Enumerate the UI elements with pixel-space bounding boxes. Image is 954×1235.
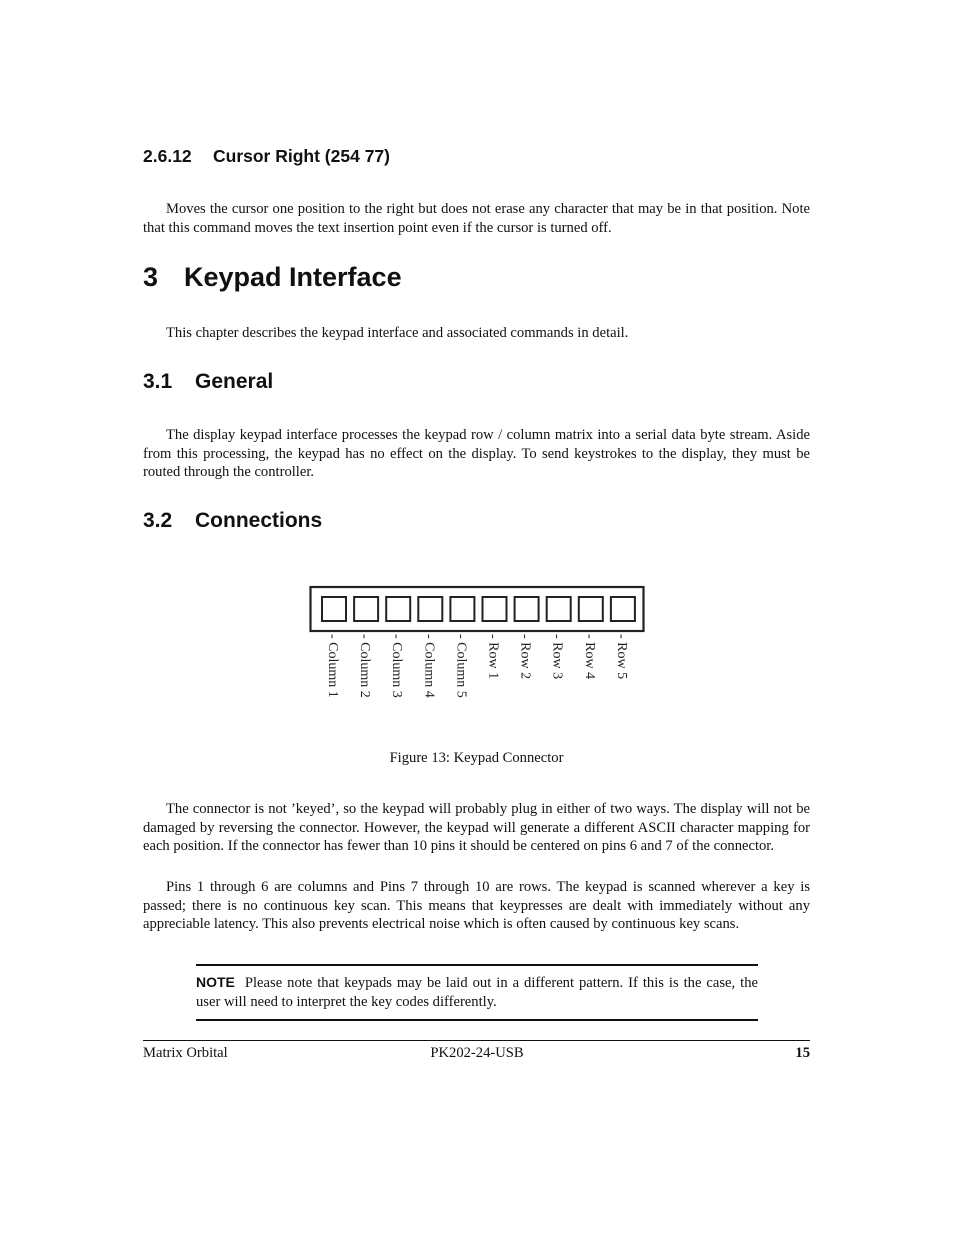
- section-number: 3.1: [143, 370, 173, 393]
- section-heading-3-1: [143, 370, 273, 394]
- note-label: NOTE: [196, 974, 235, 990]
- pin-label: - Column 2: [357, 634, 373, 698]
- connector-pin: [450, 597, 474, 621]
- connector-housing: [311, 587, 644, 631]
- footer-company: Matrix Orbital: [143, 1045, 228, 1061]
- connector-pin: [418, 597, 442, 621]
- paragraph-pins: [143, 878, 810, 934]
- note-box: [196, 964, 758, 1021]
- section-title: Cursor Right (254 77): [213, 146, 390, 166]
- figure-caption: Figure 13: Keypad Connector: [389, 750, 564, 766]
- connector-pins: [322, 597, 635, 621]
- paragraph-chapter-intro: [143, 324, 810, 343]
- pin-label: - Column 3: [389, 634, 405, 698]
- section-title: Connections: [195, 509, 323, 532]
- connector-pin: [547, 597, 571, 621]
- section-heading-3-2: [143, 509, 322, 533]
- footer-rule: [143, 1040, 810, 1041]
- paragraph-text: Pins 1 through 6 are columns and Pins 7 through 10 are rows. The keypad is scanned wherever a key is passed; there is no continuous key scan. This means that keypresses are dealt with immediately without any appreciable latency. This also prevents electrical noise which is often caused by continuous key scans.: [143, 879, 810, 933]
- connector-pin: [354, 597, 378, 621]
- pin-label: - Row 2: [517, 634, 533, 680]
- connector-pin: [386, 597, 410, 621]
- footer-product: PK202-24-USB: [430, 1045, 524, 1061]
- paragraph-text: This chapter describes the keypad interface and associated commands in detail.: [166, 325, 629, 341]
- section-number: 3.2: [143, 509, 173, 532]
- paragraph-text: The display keypad interface processes the keypad row / column matrix into a serial data byte stream. Aside from this processing, the keypad has no effect on the display. To send keystrokes to the display, they must be routed through the controller.: [143, 427, 810, 481]
- paragraph-general: [143, 426, 810, 482]
- connector-pin: [579, 597, 603, 621]
- paragraph-cursor-right: [143, 200, 810, 237]
- paragraph-text: Moves the cursor one position to the right but does not erase any character that may be in that position. Note that this command moves the text insertion point even if the cursor is turned off.: [143, 201, 810, 236]
- keypad-connector-figure: [309, 584, 645, 720]
- paragraph-text: The connector is not ’keyed’, so the keypad will probably plug in either of two ways. The display will not be damaged by reversing the connector. However, the keypad will generate a different ASCII character mapping for each position. If the connector has fewer than 10 pins it should be centered on pins 6 and 7 of the connector.: [143, 801, 810, 855]
- note-text: Please note that keypads may be laid out in a different pattern. If this is the case, the user will need to interpret the key codes differently.: [196, 975, 758, 1010]
- chapter-number: 3: [143, 262, 159, 292]
- pin-label: - Row 1: [485, 634, 501, 680]
- note-paragraph: [196, 973, 758, 1011]
- connector-pin: [322, 597, 346, 621]
- pin-labels: [325, 634, 629, 698]
- pin-label: - Column 4: [421, 634, 437, 698]
- connector-pin: [611, 597, 635, 621]
- section-number: 2.6.12: [143, 146, 192, 166]
- paragraph-connector-keyed: [143, 800, 810, 856]
- connector-pin: [483, 597, 507, 621]
- connector-pin: [515, 597, 539, 621]
- chapter-title: Keypad Interface: [184, 262, 402, 292]
- section-heading-2-6-12: [143, 146, 390, 167]
- pin-label: - Row 5: [613, 634, 629, 680]
- footer-page-number: 15: [795, 1045, 810, 1061]
- pin-label: - Column 1: [325, 634, 340, 698]
- pin-label: - Column 5: [453, 634, 469, 698]
- pin-label: - Row 3: [549, 634, 565, 680]
- chapter-heading: [143, 262, 402, 293]
- section-title: General: [195, 370, 274, 393]
- pin-label: - Row 4: [581, 634, 597, 680]
